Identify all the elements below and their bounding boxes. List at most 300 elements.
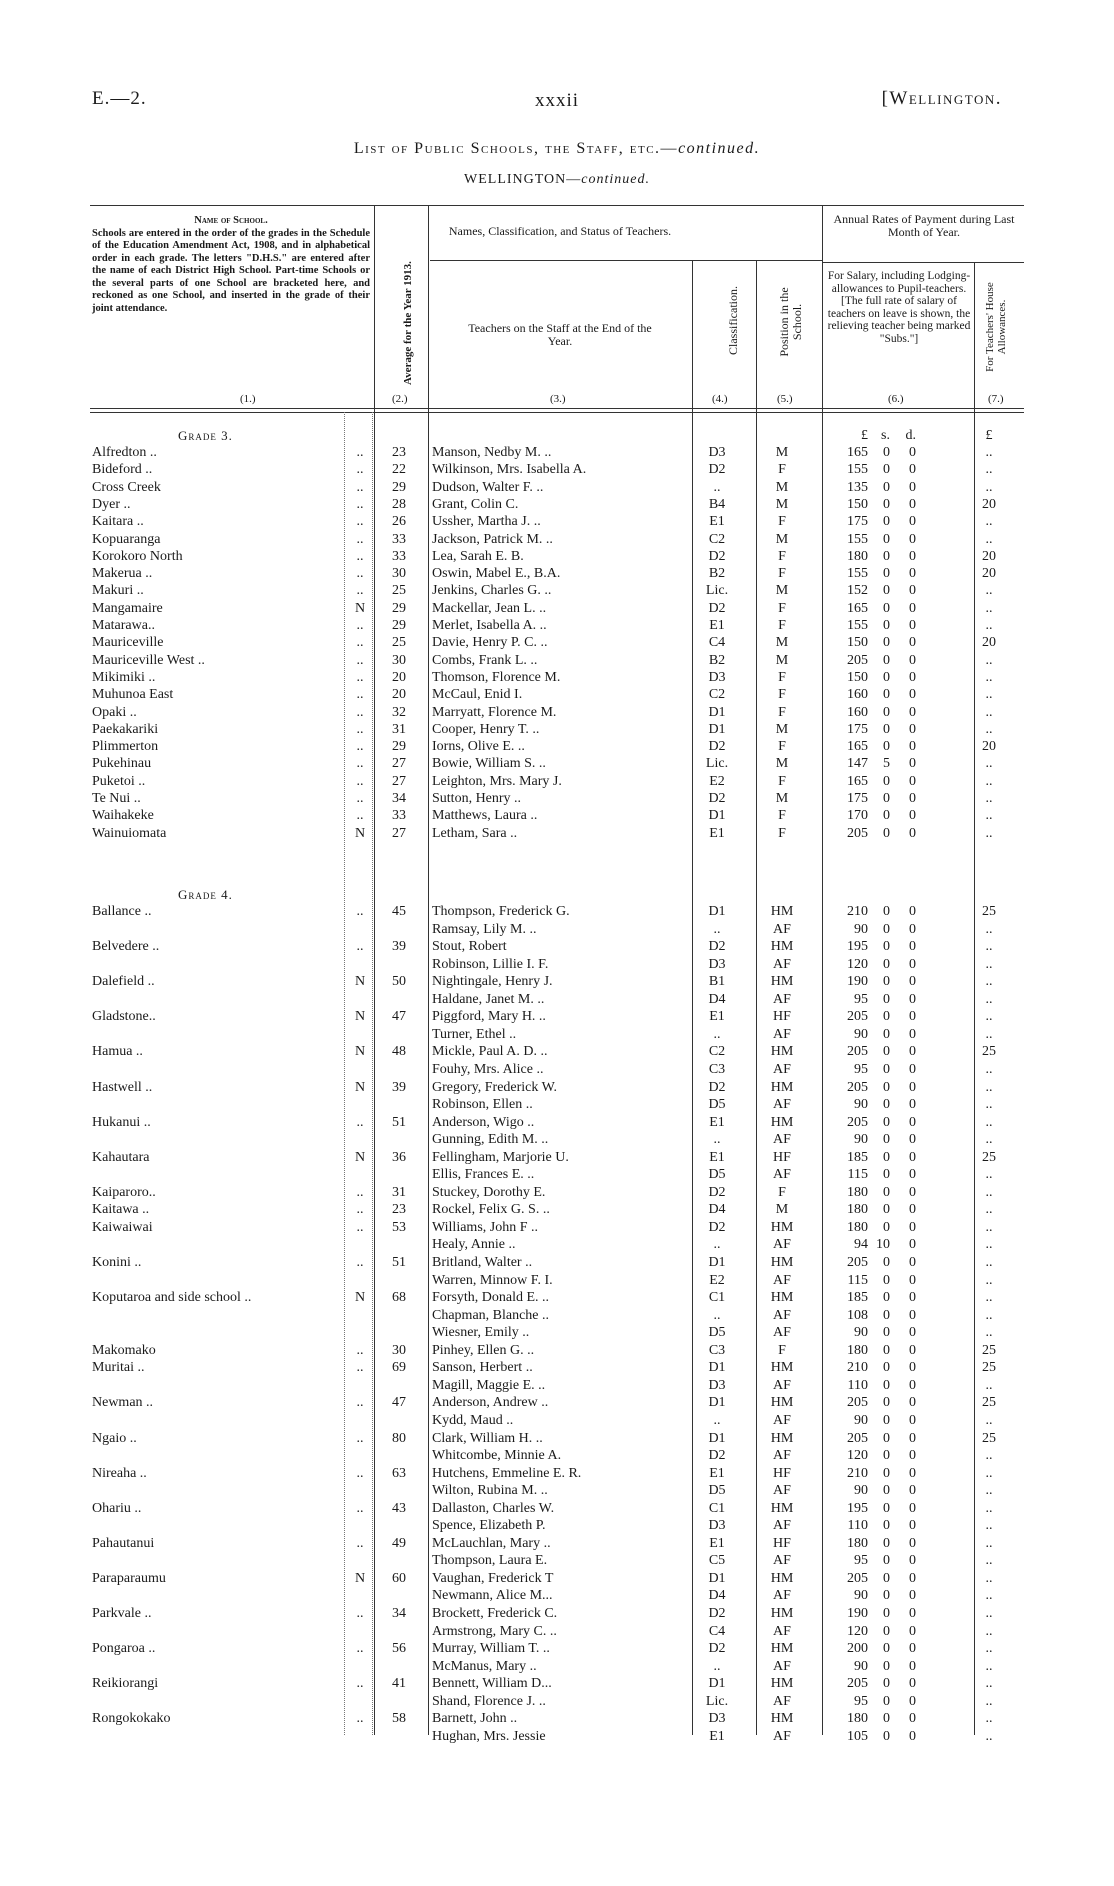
salary-pence: 0 xyxy=(909,1676,916,1692)
teacher-classification: .. xyxy=(713,1237,721,1253)
teacher-classification: C1 xyxy=(708,1290,726,1306)
salary-pence: 0 xyxy=(909,1360,916,1376)
table-row xyxy=(0,808,1114,824)
salary-pence: 0 xyxy=(909,904,916,919)
night-school-flag: .. xyxy=(356,1500,364,1516)
salary-pounds: 185 xyxy=(847,1290,868,1306)
salary-shillings: 0 xyxy=(883,1693,890,1709)
teacher-classification: D2 xyxy=(708,1606,726,1621)
table-row xyxy=(0,1325,1114,1341)
col-num-7: (7.) xyxy=(988,393,1004,405)
table-row xyxy=(0,974,1114,990)
teacher-position: HM xyxy=(770,1711,794,1727)
house-allowance: .. xyxy=(985,462,993,478)
table-row xyxy=(0,1694,1114,1710)
house-allowance: .. xyxy=(985,1325,993,1341)
night-school-flag: .. xyxy=(356,1184,364,1200)
night-school-flag: .. xyxy=(356,445,364,460)
salary-pence: 0 xyxy=(909,687,916,703)
teacher-classification: E1 xyxy=(709,1009,725,1025)
teacher-classification: D2 xyxy=(708,1641,726,1657)
house-allowance: 25 xyxy=(982,1360,996,1376)
salary-pence: 0 xyxy=(909,1009,916,1025)
salary-pounds: 165 xyxy=(847,773,868,789)
salary-pounds: 205 xyxy=(847,1114,868,1130)
teacher-classification: B1 xyxy=(708,974,726,990)
table-row xyxy=(0,1360,1114,1376)
salary-pence: 0 xyxy=(909,1167,916,1183)
night-school-flag: .. xyxy=(356,939,364,955)
grade-4-heading: Grade 4. xyxy=(178,887,233,902)
salary-pounds: 205 xyxy=(847,1570,868,1586)
teacher-position: AF xyxy=(773,1026,791,1042)
night-school-flag: .. xyxy=(356,496,364,512)
school-name: Bideford .. xyxy=(92,462,153,478)
table-row xyxy=(0,1062,1114,1078)
salary-pounds: 90 xyxy=(854,1132,868,1148)
table-row xyxy=(0,1115,1114,1131)
house-allowance-heading: For Teachers' House Allowances. xyxy=(984,282,1008,372)
salary-pence: 0 xyxy=(909,1570,916,1586)
salary-pence: 0 xyxy=(909,1219,916,1235)
average-attendance: 58 xyxy=(392,1711,406,1727)
salary-shillings: 0 xyxy=(883,479,890,495)
night-school-flag: .. xyxy=(356,1465,364,1481)
average-attendance: 36 xyxy=(392,1149,406,1165)
teacher-position: HF xyxy=(773,1009,791,1025)
average-attendance: 22 xyxy=(392,462,406,478)
unit-pounds: £ xyxy=(861,428,868,443)
salary-pence: 0 xyxy=(909,1500,916,1516)
house-allowance: .. xyxy=(985,1219,993,1235)
table-row xyxy=(0,1466,1114,1482)
teacher-classification: D5 xyxy=(708,1325,726,1341)
table-row xyxy=(0,1009,1114,1025)
table-row xyxy=(0,1097,1114,1113)
school-name: Kopuaranga xyxy=(92,531,161,547)
school-name: Kaitawa .. xyxy=(92,1202,150,1218)
teacher-name: Piggford, Mary H. .. xyxy=(432,1009,546,1025)
school-name: Dalefield .. xyxy=(92,974,155,990)
salary-pence: 0 xyxy=(909,1097,916,1113)
salary-shillings: 0 xyxy=(883,1167,890,1183)
teacher-name: Jackson, Patrick M. .. xyxy=(432,531,553,547)
average-attendance: 53 xyxy=(392,1219,406,1235)
teacher-name: Britland, Walter .. xyxy=(432,1255,533,1270)
average-attendance: 56 xyxy=(392,1641,406,1657)
table-row xyxy=(0,480,1114,496)
table-row xyxy=(0,1606,1114,1622)
salary-pounds: 120 xyxy=(847,956,868,972)
salary-shillings: 0 xyxy=(883,1412,890,1428)
table-row xyxy=(0,653,1114,669)
school-name: Hamua .. xyxy=(92,1044,143,1060)
teacher-name: Magill, Maggie E. .. xyxy=(432,1377,546,1393)
teacher-classification: D1 xyxy=(708,1676,726,1692)
salary-pence: 0 xyxy=(909,773,916,789)
teacher-name: Bowie, William S. .. xyxy=(432,756,546,772)
average-attendance: 20 xyxy=(392,669,406,685)
average-attendance: 33 xyxy=(392,531,406,547)
table-top-rule xyxy=(90,205,1024,206)
school-name: Cross Creek xyxy=(92,479,161,495)
teacher-position: HM xyxy=(770,1570,794,1586)
average-attendance: 43 xyxy=(392,1500,406,1516)
house-allowance: .. xyxy=(985,773,993,789)
table-row xyxy=(0,756,1114,772)
teacher-classification: C4 xyxy=(708,1623,726,1639)
teacher-position: HM xyxy=(770,974,794,990)
salary-pounds: 190 xyxy=(847,1606,868,1621)
average-attendance: 60 xyxy=(392,1570,406,1586)
salary-shillings: 0 xyxy=(883,496,890,512)
school-name: Newman .. xyxy=(92,1395,154,1411)
table-row xyxy=(0,549,1114,565)
average-attendance: 47 xyxy=(392,1395,406,1411)
salary-pence: 0 xyxy=(909,1132,916,1148)
salary-pence: 0 xyxy=(909,652,916,668)
house-allowance: .. xyxy=(985,1728,993,1744)
house-allowance: .. xyxy=(985,1079,993,1095)
salary-shillings: 0 xyxy=(883,1325,890,1341)
col-num-3: (3.) xyxy=(550,393,566,405)
school-name: Makomako xyxy=(92,1342,156,1358)
teacher-position: M xyxy=(775,445,789,460)
salary-pounds: 205 xyxy=(847,1079,868,1095)
salary-shillings: 0 xyxy=(883,1430,890,1446)
teacher-classification: D1 xyxy=(708,1360,726,1376)
salary-pence: 0 xyxy=(909,1114,916,1130)
teacher-name: Williams, John F .. xyxy=(432,1219,538,1235)
house-allowance: .. xyxy=(985,756,993,772)
teacher-name: Dallaston, Charles W. xyxy=(432,1500,555,1516)
salary-pounds: 90 xyxy=(854,1097,868,1113)
teacher-classification: D1 xyxy=(708,1430,726,1446)
salary-shillings: 0 xyxy=(883,1518,890,1534)
salary-pounds: 110 xyxy=(847,1518,868,1534)
salary-pence: 0 xyxy=(909,1290,916,1306)
col-num-2: (2.) xyxy=(392,393,408,405)
salary-shillings: 0 xyxy=(883,1395,890,1411)
table-row xyxy=(0,957,1114,973)
teacher-classification: D5 xyxy=(708,1483,726,1499)
teacher-classification: E1 xyxy=(709,825,725,841)
teacher-position: AF xyxy=(773,1307,791,1323)
school-name: Paraparaumu xyxy=(92,1570,166,1586)
salary-pence: 0 xyxy=(909,1728,916,1744)
teacher-name: Robinson, Ellen .. xyxy=(432,1097,533,1113)
teacher-name: Dudson, Walter F. .. xyxy=(432,479,544,495)
page-number: xxxii xyxy=(534,90,580,111)
school-name: Wainuiomata xyxy=(92,825,167,841)
average-attendance: 30 xyxy=(392,1342,406,1358)
table-row xyxy=(0,1641,1114,1657)
salary-pence: 0 xyxy=(909,825,916,841)
teacher-position: AF xyxy=(773,1167,791,1183)
teacher-name: Wilkinson, Mrs. Isabella A. xyxy=(432,462,587,478)
salary-shillings: 0 xyxy=(883,1658,890,1674)
teacher-position: HM xyxy=(770,1641,794,1657)
night-school-flag: .. xyxy=(356,773,364,789)
salary-pence: 0 xyxy=(909,1026,916,1042)
house-allowance: .. xyxy=(985,1518,993,1534)
salary-pounds: 155 xyxy=(847,566,868,582)
average-attendance: 25 xyxy=(392,635,406,651)
average-attendance: 25 xyxy=(392,583,406,599)
teacher-position: M xyxy=(775,635,789,651)
night-school-flag: .. xyxy=(356,1535,364,1551)
salary-pence: 0 xyxy=(909,531,916,547)
salary-shillings: 0 xyxy=(883,1307,890,1323)
page-code: E.—2. xyxy=(92,88,147,109)
salary-shillings: 0 xyxy=(883,739,890,755)
table-row xyxy=(0,1448,1114,1464)
night-school-flag: .. xyxy=(356,1395,364,1411)
unit-allowance: £ xyxy=(985,428,993,443)
teacher-position: M xyxy=(775,652,789,668)
house-allowance: 25 xyxy=(982,1342,996,1358)
teacher-name: Hughan, Mrs. Jessie xyxy=(432,1728,546,1744)
salary-pounds: 90 xyxy=(854,921,868,937)
house-allowance: .. xyxy=(985,1184,993,1200)
house-allowance: .. xyxy=(985,1202,993,1218)
house-allowance: .. xyxy=(985,1588,993,1604)
teacher-classification: C3 xyxy=(708,1061,726,1077)
night-school-flag: N xyxy=(354,1009,366,1025)
average-attendance: 68 xyxy=(392,1290,406,1306)
region-title xyxy=(0,172,1114,188)
salary-shillings: 0 xyxy=(883,1132,890,1148)
house-allowance: .. xyxy=(985,1711,993,1727)
teacher-name: Forsyth, Donald E. .. xyxy=(432,1290,550,1306)
region-title-main: WELLINGTON— xyxy=(464,172,582,187)
house-allowance: .. xyxy=(985,921,993,937)
salary-pounds: 147 xyxy=(847,756,868,772)
payment-subhead-rule xyxy=(822,262,1024,263)
night-school-flag: N xyxy=(354,825,366,841)
night-school-flag: .. xyxy=(356,1430,364,1446)
teacher-name: Gunning, Edith M. .. xyxy=(432,1132,549,1148)
teacher-position: M xyxy=(775,479,789,495)
table-row xyxy=(0,1553,1114,1569)
teacher-name: Letham, Sara .. xyxy=(432,825,518,841)
salary-shillings: 0 xyxy=(883,1184,890,1200)
teacher-name: Kydd, Maud .. xyxy=(432,1412,514,1428)
house-allowance: .. xyxy=(985,791,993,806)
night-school-flag: .. xyxy=(356,687,364,703)
salary-shillings: 0 xyxy=(883,1079,890,1095)
salary-pence: 0 xyxy=(909,462,916,478)
teacher-classification: .. xyxy=(713,921,721,937)
teacher-name: Clark, William H. .. xyxy=(432,1430,543,1446)
salary-pounds: 205 xyxy=(847,1395,868,1411)
teacher-position: HM xyxy=(770,1360,794,1376)
teachers-heading: Teachers on the Staff at the End of the Year. xyxy=(468,321,652,348)
salary-pounds: 180 xyxy=(847,548,868,564)
salary-pence: 0 xyxy=(909,974,916,990)
average-attendance: 47 xyxy=(392,1009,406,1025)
school-name: Koputaroa and side school .. xyxy=(92,1290,252,1306)
school-name: Hastwell .. xyxy=(92,1079,153,1095)
average-attendance: 80 xyxy=(392,1430,406,1446)
teacher-name: Gregory, Frederick W. xyxy=(432,1079,558,1095)
salary-pounds: 90 xyxy=(854,1588,868,1604)
teacher-position: HM xyxy=(770,1290,794,1306)
table-row xyxy=(0,1501,1114,1517)
teacher-position: HM xyxy=(770,1079,794,1095)
salary-pounds: 160 xyxy=(847,704,868,720)
salary-pence: 0 xyxy=(909,496,916,512)
house-allowance: .. xyxy=(985,1483,993,1499)
name-of-school-heading xyxy=(92,215,370,315)
table-row xyxy=(0,1150,1114,1166)
average-attendance: 27 xyxy=(392,756,406,772)
teacher-classification: .. xyxy=(713,1412,721,1428)
table-row xyxy=(0,904,1114,920)
salary-pence: 0 xyxy=(909,1079,916,1095)
list-title-main: List of Public Schools, the Staff, etc.— xyxy=(353,140,679,157)
salary-shillings: 0 xyxy=(883,445,890,460)
house-allowance: .. xyxy=(985,669,993,685)
night-school-flag: .. xyxy=(356,618,364,633)
salary-pence: 0 xyxy=(909,583,916,599)
salary-pence: 0 xyxy=(909,991,916,1007)
house-allowance: 25 xyxy=(982,904,996,919)
table-row xyxy=(0,705,1114,721)
salary-pence: 0 xyxy=(909,1553,916,1569)
teachers-subhead-rule xyxy=(430,260,822,261)
salary-pence: 0 xyxy=(909,956,916,972)
salary-pence: 0 xyxy=(909,1377,916,1393)
teacher-name: Brockett, Frederick C. xyxy=(432,1606,558,1621)
teacher-position: F xyxy=(778,462,786,478)
teacher-classification: B2 xyxy=(708,566,726,582)
teacher-position: F xyxy=(778,1342,786,1358)
salary-pounds: 135 xyxy=(847,479,868,495)
salary-shillings: 0 xyxy=(883,808,890,824)
salary-pence: 0 xyxy=(909,1307,916,1323)
school-name: Mikimiki .. xyxy=(92,669,156,685)
salary-shillings: 0 xyxy=(883,1728,890,1744)
salary-shillings: 0 xyxy=(883,1483,890,1499)
salary-shillings: 0 xyxy=(883,583,890,599)
night-school-flag: .. xyxy=(356,1606,364,1621)
house-allowance: .. xyxy=(985,1009,993,1025)
teacher-classification: .. xyxy=(713,1026,721,1042)
salary-shillings: 0 xyxy=(883,791,890,806)
salary-pounds: 115 xyxy=(847,1272,868,1288)
night-school-flag: .. xyxy=(356,904,364,919)
salary-pounds: 160 xyxy=(847,687,868,703)
salary-shillings: 0 xyxy=(883,1061,890,1077)
house-allowance: .. xyxy=(985,1606,993,1621)
school-name: Nireaha .. xyxy=(92,1465,147,1481)
teacher-name: Davie, Henry P. C. .. xyxy=(432,635,548,651)
teacher-classification: D3 xyxy=(708,1377,726,1393)
teacher-name: Robinson, Lillie I. F. xyxy=(432,956,549,972)
night-school-flag: .. xyxy=(356,566,364,582)
teacher-classification: E1 xyxy=(709,1114,725,1130)
teacher-classification: D1 xyxy=(708,1570,726,1586)
salary-pence: 0 xyxy=(909,1658,916,1674)
school-name: Muhunoa East xyxy=(92,687,174,703)
salary-pounds: 155 xyxy=(847,531,868,547)
night-school-flag: .. xyxy=(356,635,364,651)
teacher-name: Lea, Sarah E. B. xyxy=(432,548,524,564)
salary-pounds: 155 xyxy=(847,462,868,478)
salary-shillings: 0 xyxy=(883,1114,890,1130)
teacher-name: Ellis, Frances E. .. xyxy=(432,1167,535,1183)
salary-pounds: 150 xyxy=(847,635,868,651)
house-allowance: 25 xyxy=(982,1149,996,1165)
school-name: Ngaio .. xyxy=(92,1430,137,1446)
teacher-classification: Lic. xyxy=(705,1693,729,1709)
average-attendance: 28 xyxy=(392,496,406,512)
teacher-position: HM xyxy=(770,1255,794,1270)
salary-pounds: 95 xyxy=(854,1553,868,1569)
average-attendance: 39 xyxy=(392,1079,406,1095)
salary-shillings: 0 xyxy=(883,921,890,937)
salary-pounds: 210 xyxy=(847,904,868,919)
salary-shillings: 0 xyxy=(883,1219,890,1235)
salary-shillings: 0 xyxy=(883,652,890,668)
teacher-name: Anderson, Andrew .. xyxy=(432,1395,549,1411)
table-row xyxy=(0,1588,1114,1604)
salary-shillings: 0 xyxy=(883,618,890,633)
table-row xyxy=(0,445,1114,461)
house-allowance: .. xyxy=(985,1448,993,1464)
school-name: Konini .. xyxy=(92,1255,142,1270)
school-name: Makuri .. xyxy=(92,583,144,599)
teacher-classification: D4 xyxy=(708,1202,726,1218)
average-attendance: 34 xyxy=(392,1606,406,1621)
salary-pounds: 205 xyxy=(847,1009,868,1025)
salary-pounds: 108 xyxy=(847,1307,868,1323)
teacher-classification: D1 xyxy=(708,704,726,720)
salary-pounds: 205 xyxy=(847,1676,868,1692)
teacher-name: Spence, Elizabeth P. xyxy=(432,1518,546,1534)
night-school-flag: .. xyxy=(356,514,364,530)
table-row xyxy=(0,583,1114,599)
teacher-position: AF xyxy=(773,1588,791,1604)
salary-pence: 0 xyxy=(909,1237,916,1253)
salary-pence: 0 xyxy=(909,1061,916,1077)
unit-pence: d. xyxy=(905,428,916,443)
salary-pounds: 175 xyxy=(847,721,868,737)
page-region: [Wellington. xyxy=(881,88,1002,109)
salary-pounds: 170 xyxy=(847,808,868,824)
table-row xyxy=(0,1729,1114,1745)
teacher-name: Leighton, Mrs. Mary J. xyxy=(432,773,562,789)
average-attendance: 63 xyxy=(392,1465,406,1481)
teacher-name: Sanson, Herbert .. xyxy=(432,1360,533,1376)
house-allowance: .. xyxy=(985,1290,993,1306)
teacher-classification: D1 xyxy=(708,808,726,824)
teacher-name: Armstrong, Mary C. .. xyxy=(432,1623,557,1639)
salary-pounds: 175 xyxy=(847,791,868,806)
table-row xyxy=(0,826,1114,842)
average-attendance: 51 xyxy=(392,1255,406,1270)
house-allowance: .. xyxy=(985,1255,993,1270)
teacher-position: AF xyxy=(773,1518,791,1534)
school-name: Kaitara .. xyxy=(92,514,144,530)
teacher-position: HM xyxy=(770,1219,794,1235)
teacher-position: M xyxy=(775,1202,789,1218)
teacher-classification: C3 xyxy=(708,1342,726,1358)
teacher-position: F xyxy=(778,825,786,841)
average-attendance: 41 xyxy=(392,1676,406,1692)
night-school-flag: .. xyxy=(356,808,364,824)
